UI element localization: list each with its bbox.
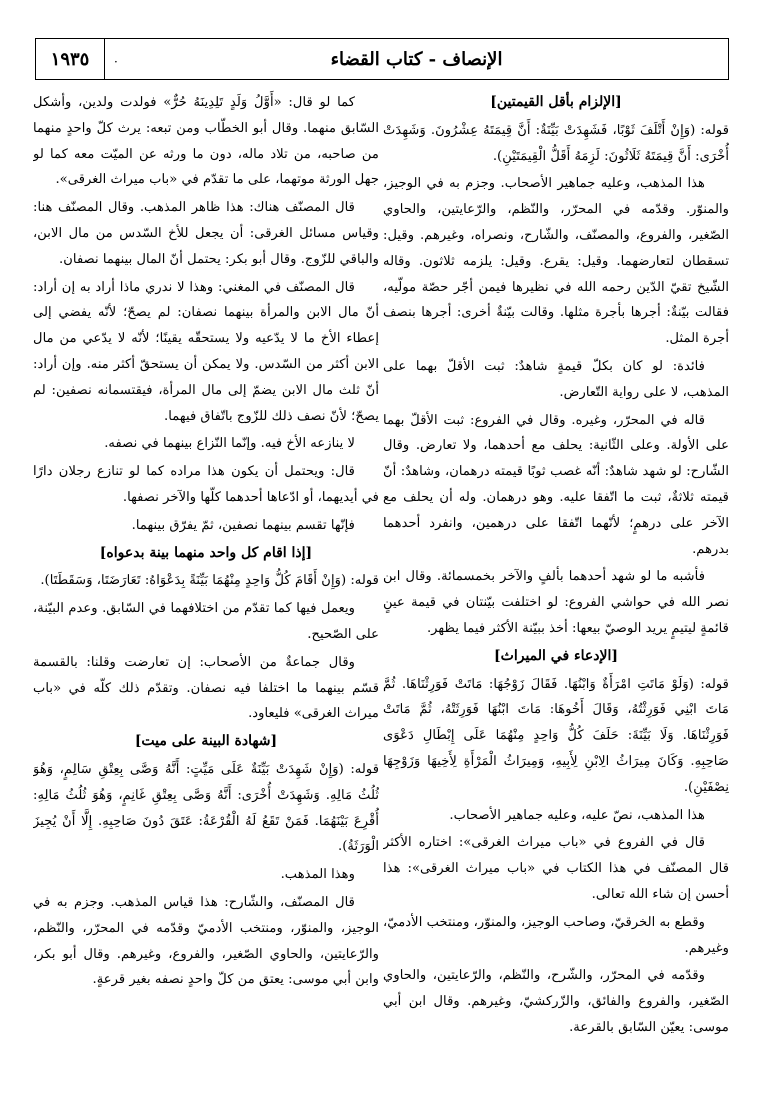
commentary-paragraph: وقطع به الخرقيّ، وصاحب الوجيز، والمنوّر، ومنتخب الأدميّ، وغيرهم. bbox=[383, 914, 729, 956]
commentary-paragraph: وهذا المذهب. bbox=[280, 867, 355, 883]
commentary-paragraph: لا ينازعه الأخ فيه. وإنّما النّزاع بينهما في نصفه. bbox=[104, 436, 355, 452]
commentary-paragraph: وقدّمه في المحرّر، والشّرح، والنّظم، والرّعايتين، والحاوي الصّغير، والفروع والفائق، والزّركشيّ، وغيرهم. وقال ابن أبي موسى: يعيّن السّابق بالقرعة. bbox=[383, 968, 729, 1035]
commentary-paragraph: قال المصنّف في المغني: وهذا لا ندري ماذا أراد به إن أراد: أنّ مال الابن والمرأة بينهما نصفان: لم يصحّ؛ لأنّه يفضي إلى إعطاء الأخ ما لا يدّعيه ولا يستحقّه يقينًا؛ لأنّه لا يدّعي من مال الابن أكثر من السّدس. ولا يمكن أن يستحقّ أكثر منه. وإن أراد: أنّ ثلث مال الابن يضمّ إلى مال المرأة، فيقتسمانه نصفين: لم يصحّ؛ لأنّ نصف ذلك للزّوج باتّفاق فيهما. bbox=[33, 279, 379, 424]
running-title: الإنصاف - كتاب القضاء bbox=[330, 48, 503, 70]
right-column bbox=[383, 90, 729, 1100]
section-heading: [إذا اقام كل واحد منهما بينة بدعواه] bbox=[99, 544, 313, 561]
commentary-paragraph: وقال جماعةٌ من الأصحاب: إن تعارضت وقلنا: بالقسمة قسّم بينهما ما اختلفا فيه نصفان. وتقدّم ذلك كلّه في «باب ميراث الغرقى» فليعاود. bbox=[33, 654, 379, 722]
commentary-paragraph: قال: ويحتمل أن يكون هذا مراده كما لو تنازع رجلان دارًا في أيديهما، أو ادّعاها أحدهما كلّها والآخر نصفها. bbox=[33, 464, 379, 505]
commentary-paragraph: قاله في المحرّر، وغيره. وقال في الفروع: ثبت الأقلّ بهما على الأولة. وعلى الثّانية: يحلف مع أحدهما، ولا تعارض. وقال الشّارح: لو شهد شاهدٌ: أنّه غصب ثوبًا قيمته درهمان، وشاهدٌ: أنّ قيمته ثلاثةٌ، ثبت ما اتّفقا عليه. وهو درهمان. وله أن يحلف مع الآخر على درهمٍ؛ لأنّهما اتّفقا على درهمين، وانفرد أحدهما بدرهم. bbox=[383, 412, 729, 557]
matn-quote: قوله: (وَإِنْ أَتْلَفَ ثَوْبًا، فَشَهِدَتْ بَيِّنَةٌ: أَنَّ قِيمَتَهُ عِشْرُونَ. وَشَهِدَتْ أُخْرَى: أَنَّ قِيمَتَهُ ثَلَاثُونَ: لَزِمَهُ أَقَلُّ الْقِيمَتَيْنِ). bbox=[383, 122, 729, 164]
page-header bbox=[35, 38, 729, 80]
commentary-paragraph: قال في الفروع في «باب ميراث الغرقى»: اختاره الأكثر قال المصنّف في هذا الكتاب في «باب ميراث الغرقى»: هذا أحسن إن شاء الله تعالى. bbox=[383, 835, 729, 902]
commentary-paragraph: فائدة: لو كان بكلّ قيمةٍ شاهدٌ: ثبت الأقلّ بهما على المذهب، لا على رواية التّعارض. bbox=[383, 358, 729, 400]
left-column bbox=[33, 90, 379, 1100]
commentary-paragraph: قال المصنّف هناك: هذا ظاهر المذهب. وقال المصنّف هنا: وقياس مسائل الغرقى: أن يجعل للأخ السّدس من مال الابن، والباقي للزّوج. وقال أبو بكر: يحتمل أنّ المال بينهما نصفان. bbox=[33, 200, 379, 267]
commentary-paragraph: قال المصنّف، والشّارح: هذا قياس المذهب. وجزم به في الوجيز، والمنوّر، ومنتخب الأدميّ وقدّمه في المحرّر، والنّظم، والرّعايتين، والحاوي الصّغير، والفروع، وغيرهم. وقال أبو بكر، وابن أبي موسى: يعتق من كلّ واحدٍ نصفه بغير قرعةٍ. bbox=[33, 894, 379, 988]
commentary-paragraph: كما لو قال: «أَوَّلُ وَلَدٍ تَلِدِينَهُ حُرٌّ» فولدت ولدين، وأشكل السّابق منهما. وقال أبو الخطّاب ومن تبعه: يرث كلّ واحدٍ منهما من صاحبه، من تلاد ماله، دون ما ورثه عن الميّت معه كما لو جهل الورثة موتهما، على ما تقدّم في «باب ميراث الغرقى». bbox=[33, 95, 379, 188]
header-dot: · bbox=[114, 55, 118, 69]
section-heading: [شهادة البينة على ميت] bbox=[134, 733, 278, 750]
commentary-paragraph: فأشبه ما لو شهد أحدهما بألفٍ والآخر بخمسمائة. وقال ابن نصر الله في حواشي الفروع: لو اختلفت بيّنتان في قيمة عينٍ قائمةٍ ليتيمٍ يريد الوصيّ بيعها: أخذ ببيّنة الأكثر فيما يظهر. bbox=[383, 569, 729, 636]
commentary-paragraph: هذا المذهب، نصّ عليه، وعليه جماهير الأصحاب. bbox=[449, 807, 705, 823]
commentary-paragraph: ويعمل فيها كما تقدّم من اختلافهما في السّابق. وعدم البيّنة، على الصّحيح. bbox=[33, 601, 379, 642]
matn-quote: قوله: (وَإِنْ أَقَامَ كُلُّ وَاحِدٍ مِنْهُمَا بَيِّنَةً بِدَعْوَاهُ: تَعَارَضَتَا، وَسَقَطَتَا). bbox=[40, 573, 379, 589]
commentary-paragraph: فإنّها تقسم بينهما نصفين، ثمّ يفرّق بينهما. bbox=[131, 517, 355, 533]
matn-quote: قوله: (وَإِنْ شَهِدَتْ بَيِّنَةٌ عَلَى مَيِّتٍ: أَنَّهُ وَصَّى بِعِتْقِ سَالِمٍ، وَهُوَ ثُلُثُ مَالِهِ. وَشَهِدَتْ أُخْرَى: أَنَّهُ وَصَّى بِعِتْقِ غَانِمٍ، وَهُوَ ثُلُثُ مَالِهِ: أُقْرِعَ بَيْنَهُمَا. فَمَنْ تَقَعُ لَهُ الْقُرْعَةُ: عَتَقَ دُونَ صَاحِبِهِ. إِلَّا أَنْ يُجِيزَ الْوَرَثَةُ). bbox=[33, 761, 379, 855]
commentary-paragraph: هذا المذهب، وعليه جماهير الأصحاب. وجزم به في الوجيز، والمنوّر. وقدّمه في المحرّر، والنّظم، والرّعايتين، والحاوي الصّغير، والفروع، والمصنّف، والشّارح، ونصراه، وغيرهم. وقيل: تسقطان لتعارضهما. وقيل: يقرع. وقيل: يلزمه ثلاثون. وقاله الشّيخ تقيّ الدّين رحمه الله في نظيرها فيمن أجّر حصّة مولّيه، فقالت بيّنةٌ: أجرها بأجرة مثلها. وقالت بيّنةٌ أخرى: أجرها بنصف أجرة المثل. bbox=[383, 176, 729, 347]
matn-quote: قوله: (وَلَوْ مَاتَتِ امْرَأَةٌ وَابْنُهَا. فَقَالَ زَوْجُهَا: مَاتَتْ فَوَرِثْنَاهَا. ثُمَّ مَاتَ ابْنِي فَوَرِثْتُهُ، وَقَالَ أَخُوهَا: مَاتَ ابْنُهَا فَوَرِثَتْهُ، ثُمَّ مَاتَتْ فَوَرِثْنَاهَا. وَلَا بَيِّنَةَ: حَلَفَ كُلُّ وَاحِدٍ مِنْهُمَا عَلَى إِبْطَالِ دَعْوَى صَاحِبِهِ. وَكَانَ مِيرَاثُ الِابْنِ لِأَبِيهِ، وَمِيرَاثُ الْمَرْأَةِ لِأَخِيهَا وَزَوْجِهَا نِصْفَيْنِ). bbox=[383, 676, 729, 795]
page-number: ١٩٣٥ bbox=[50, 48, 90, 70]
section-heading: [الإدعاء في الميراث] bbox=[494, 647, 618, 664]
section-heading: [الإلزام بأقل القيمتين] bbox=[490, 94, 622, 110]
